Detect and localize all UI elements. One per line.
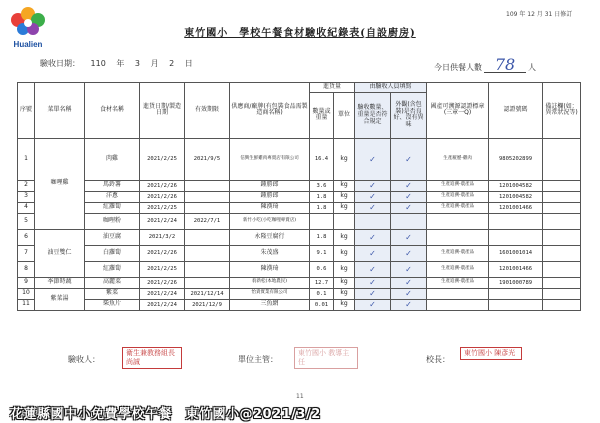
cell-unit: kg	[334, 138, 355, 180]
cell-unit: kg	[334, 180, 355, 191]
cell-cert-no: 1201004582	[489, 191, 543, 202]
date-year: 110	[90, 59, 106, 68]
cell-remark	[543, 288, 581, 299]
header-expiry: 有效期限	[185, 83, 230, 139]
cell-check-qty: ✓	[355, 202, 391, 213]
cell-check-appearance: ✓	[391, 229, 427, 245]
cell-expiry: 2022/7/1	[185, 213, 230, 229]
logo-text: Hualien	[13, 40, 43, 49]
cell-ingredient: 白蘿蔔	[85, 245, 140, 261]
cell-seq: 3	[18, 191, 35, 202]
cell-seq: 2	[18, 180, 35, 191]
cell-purchase: 2021/2/25	[140, 261, 185, 277]
cell-cert: 生產追溯-農產品	[427, 191, 489, 202]
revision-date: 109 年 12 月 31 日修訂	[506, 11, 573, 18]
cell-purchase: 2021/2/25	[140, 202, 185, 213]
cell-remark	[543, 299, 581, 310]
cell-ingredient: 高麗菜	[85, 277, 140, 288]
cell-ingredient: 馬鈴薯	[85, 180, 140, 191]
cell-check-appearance: ✓	[391, 191, 427, 202]
cell-qty: 1.8	[310, 202, 334, 213]
cell-qty: 0.01	[310, 299, 334, 310]
cell-supplier: 三魚網	[230, 299, 310, 310]
header-seq: 序號	[18, 83, 35, 139]
cell-cert-no: 1201004582	[489, 180, 543, 191]
principal-stamp: 東竹國小 陳彥光	[460, 347, 522, 360]
cell-purchase: 2021/2/26	[140, 277, 185, 288]
date-day: 2	[169, 59, 175, 68]
principal-label: 校長：	[426, 355, 450, 364]
cell-dish: 咖哩雞	[35, 138, 85, 229]
cell-check-appearance: ✓	[391, 245, 427, 261]
cell-qty: 12.7	[310, 277, 334, 288]
cell-ingredient: 紫菜	[85, 288, 140, 299]
cell-supplier: 信興生鮮雞肉專賣店有限公司	[230, 138, 310, 180]
cell-check-qty	[355, 213, 391, 229]
headcount-unit: 人	[528, 63, 536, 72]
cell-seq: 7	[18, 245, 35, 261]
cell-purchase: 2021/2/25	[140, 138, 185, 180]
cell-remark	[543, 245, 581, 261]
cell-expiry	[185, 245, 230, 261]
cell-purchase: 2021/3/2	[140, 229, 185, 245]
cell-dish: 油豆雙仁	[35, 229, 85, 277]
cell-expiry: 2021/12/9	[185, 299, 230, 310]
cell-remark	[543, 213, 581, 229]
cell-supplier: 鍾勝郎	[230, 191, 310, 202]
cell-check-qty: ✓	[355, 180, 391, 191]
date-year-unit: 年	[116, 59, 125, 68]
date-month: 3	[134, 59, 141, 68]
headcount	[434, 55, 536, 74]
cell-unit: kg	[334, 261, 355, 277]
cell-remark	[543, 277, 581, 288]
cell-cert: 生產追溯-農產品	[427, 180, 489, 191]
header-check-qty: 驗收數量、重量是否符合規定	[355, 92, 391, 138]
inspection-table	[17, 82, 581, 311]
cell-cert-no: 1601001014	[489, 245, 543, 261]
cell-seq: 10	[18, 288, 35, 299]
cell-ingredient: 油豆腐	[85, 229, 140, 245]
cell-purchase: 2021/2/26	[140, 180, 185, 191]
cell-dish: 季節時蔬	[35, 277, 85, 288]
cell-unit: kg	[334, 277, 355, 288]
inspection-date	[40, 58, 201, 69]
date-label: 驗收日期：	[40, 59, 80, 68]
cell-dish: 紫菜湯	[35, 288, 85, 310]
photo-caption: 花蓮縣國中小免費學校午餐 東竹國小@2021/3/2	[10, 407, 321, 422]
cell-cert-no	[489, 213, 543, 229]
cell-ingredient: 柴魚片	[85, 299, 140, 310]
inspector-stamp: 衛生兼教務組長 尚誠	[122, 347, 182, 369]
cell-qty: 3.6	[310, 180, 334, 191]
cell-cert: 生產追溯-農產品	[427, 261, 489, 277]
cell-supplier: 怡貴實業有限公司	[230, 288, 310, 299]
header-dish: 菜單名稱	[35, 83, 85, 139]
cell-purchase: 2021/2/24	[140, 288, 185, 299]
cell-check-qty: ✓	[355, 138, 391, 180]
cell-seq: 6	[18, 229, 35, 245]
unit-head-label: 單位主管：	[238, 355, 278, 364]
cell-ingredient: 紅蘿蔔	[85, 202, 140, 213]
table-row	[18, 245, 581, 261]
cell-cert: 生產追溯-農產品	[427, 245, 489, 261]
cell-purchase: 2021/2/24	[140, 299, 185, 310]
page-number: 11	[296, 393, 304, 400]
cell-check-appearance: ✓	[391, 180, 427, 191]
cell-cert-no: 1201001466	[489, 202, 543, 213]
cell-supplier: 陳漢琦	[230, 202, 310, 213]
cell-check-appearance: ✓	[391, 202, 427, 213]
cell-supplier: 永隆豆腐行	[230, 229, 310, 245]
cell-check-appearance: ✓	[391, 138, 427, 180]
cell-purchase: 2021/2/24	[140, 213, 185, 229]
table-row	[18, 191, 581, 202]
page-title: 東竹國小 學校午餐食材驗收紀錄表(自設廚房)	[184, 28, 416, 39]
cell-qty: 9.1	[310, 245, 334, 261]
unit-head-stamp: 東竹國小 教導主任	[294, 347, 358, 369]
cell-seq: 9	[18, 277, 35, 288]
cell-cert	[427, 213, 489, 229]
cell-check-qty: ✓	[355, 261, 391, 277]
cell-check-appearance: ✓	[391, 288, 427, 299]
cell-qty: 0.1	[310, 288, 334, 299]
header-supplier: 供應商/廠牌(有包裝食品需製造商名稱)	[230, 83, 310, 139]
cell-check-appearance: ✓	[391, 277, 427, 288]
cell-expiry	[185, 229, 230, 245]
cell-ingredient: 紅蘿蔔	[85, 261, 140, 277]
cell-remark	[543, 261, 581, 277]
cell-ingredient: 咖哩粉	[85, 213, 140, 229]
cell-ingredient: 洋蔥	[85, 191, 140, 202]
cell-unit	[334, 213, 355, 229]
cell-unit: kg	[334, 245, 355, 261]
table-row	[18, 180, 581, 191]
cell-expiry	[185, 180, 230, 191]
cell-expiry	[185, 202, 230, 213]
cell-purchase: 2021/2/26	[140, 191, 185, 202]
header-check-appearance: 外觀(含包裝)是否良好、沒有異味	[391, 92, 427, 138]
cell-qty	[310, 213, 334, 229]
table-row	[18, 288, 581, 299]
cell-supplier: 朱茂盛	[230, 245, 310, 261]
cell-remark	[543, 138, 581, 180]
cell-check-qty: ✓	[355, 245, 391, 261]
date-day-unit: 日	[184, 59, 193, 68]
cell-expiry: 2021/12/14	[185, 288, 230, 299]
cell-cert-no: 1201001466	[489, 261, 543, 277]
header-inspector-group: 由驗收人員填寫	[355, 83, 427, 93]
cell-supplier: 陳漢琦	[230, 261, 310, 277]
cell-seq: 5	[18, 213, 35, 229]
inspector-label: 驗收人：	[68, 355, 100, 364]
table-row	[18, 202, 581, 213]
table-row	[18, 299, 581, 310]
headcount-label: 今日供餐人數	[434, 63, 482, 72]
header-unit: 單位	[334, 92, 355, 138]
cell-unit: kg	[334, 202, 355, 213]
cell-supplier: 新竹小吃(小吃咖哩專賣店)	[230, 213, 310, 229]
cell-unit: kg	[334, 191, 355, 202]
cell-remark	[543, 202, 581, 213]
header-qty: 數量或重量	[310, 92, 334, 138]
cell-qty: 1.8	[310, 191, 334, 202]
cell-cert-no: 9805202899	[489, 138, 543, 180]
cell-qty: 0.6	[310, 261, 334, 277]
cell-check-qty: ✓	[355, 229, 391, 245]
cell-remark	[543, 229, 581, 245]
header-purchase-date: 進貨日期/製造日期	[140, 83, 185, 139]
table-row	[18, 261, 581, 277]
date-month-unit: 月	[150, 59, 159, 68]
cell-check-qty: ✓	[355, 288, 391, 299]
cell-unit: kg	[334, 299, 355, 310]
header-certification: 國產可溯源認證標章(三章一Q)	[427, 83, 489, 139]
cell-cert-no	[489, 288, 543, 299]
cell-seq: 11	[18, 299, 35, 310]
cell-ingredient: 肉雞	[85, 138, 140, 180]
cell-seq: 1	[18, 138, 35, 180]
cell-expiry: 2021/9/5	[185, 138, 230, 180]
cell-cert	[427, 299, 489, 310]
cell-qty: 1.8	[310, 229, 334, 245]
cell-check-qty: ✓	[355, 277, 391, 288]
cell-purchase: 2021/2/26	[140, 245, 185, 261]
header-remarks: 備註欄(如：異常狀況等)	[543, 83, 581, 139]
cell-expiry	[185, 191, 230, 202]
cell-remark	[543, 191, 581, 202]
cell-seq: 4	[18, 202, 35, 213]
cell-unit: kg	[334, 229, 355, 245]
header-cert-no: 認證號碼	[489, 83, 543, 139]
cell-remark	[543, 180, 581, 191]
cell-cert-no: 1901000789	[489, 277, 543, 288]
cell-check-appearance: ✓	[391, 299, 427, 310]
cell-cert: 生產追溯-農產品	[427, 202, 489, 213]
cell-cert: 生產追溯-農產品	[427, 277, 489, 288]
cell-expiry	[185, 277, 230, 288]
cell-cert	[427, 288, 489, 299]
table-row	[18, 138, 581, 180]
cell-seq: 8	[18, 261, 35, 277]
table-row	[18, 229, 581, 245]
cell-check-appearance	[391, 213, 427, 229]
cell-cert	[427, 229, 489, 245]
headcount-value: 78	[484, 58, 526, 73]
table-row	[18, 277, 581, 288]
cell-qty: 16.4	[310, 138, 334, 180]
cell-cert-no	[489, 229, 543, 245]
header-ingredient: 食材名稱	[85, 83, 140, 139]
cell-check-qty: ✓	[355, 299, 391, 310]
cell-check-qty: ✓	[355, 191, 391, 202]
cell-supplier: 鍾勝郎	[230, 180, 310, 191]
table-row	[18, 213, 581, 229]
cell-supplier: 翁新松(本地農民)	[230, 277, 310, 288]
cell-cert: 生產履歷-雞肉	[427, 138, 489, 180]
header-delivery-group: 進貨量	[310, 83, 355, 93]
cell-unit: kg	[334, 288, 355, 299]
cell-cert-no	[489, 299, 543, 310]
cell-expiry	[185, 261, 230, 277]
cell-check-appearance: ✓	[391, 261, 427, 277]
